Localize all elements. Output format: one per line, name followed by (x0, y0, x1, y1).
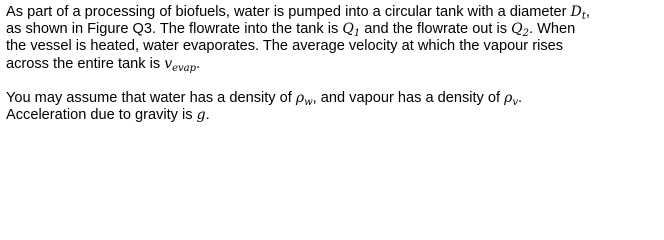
flowrate-out-symbol (511, 21, 529, 40)
text-segment: . When (528, 21, 576, 38)
math-base: ρ (295, 89, 305, 106)
math-subscript: w (304, 96, 313, 108)
text-segment: . (205, 107, 210, 124)
math-base: Q (511, 21, 523, 38)
gravity-symbol: g (196, 107, 206, 124)
text-line (6, 90, 660, 107)
math-base: Q (342, 21, 354, 38)
text-segment: and the flowrate out is (360, 21, 512, 38)
problem-paragraph-setup (6, 4, 660, 73)
math-subscript: 2 (522, 28, 529, 40)
text-segment: You may assume that water has a density of (6, 89, 296, 106)
text-line (6, 38, 660, 55)
math-subscript: t (581, 11, 586, 22)
text-line (6, 56, 660, 73)
text-segment: As part of a processing of biofuels, water is pumped into a circular tank with a diameter (6, 4, 571, 20)
math-base: D (570, 4, 582, 20)
math-subscript: 1 (353, 28, 361, 40)
text-line (6, 4, 660, 21)
text-segment: . (518, 89, 523, 106)
math-subscript: evap (172, 62, 197, 74)
text-segment: the vessel is heated, water evaporates. The average velocity at which the vapour rises (6, 38, 564, 55)
math-base: ρ (504, 89, 513, 106)
math-subscript: v (512, 96, 519, 108)
diameter-symbol (571, 4, 586, 20)
text-segment: as shown in Figure Q3. The flowrate into the tank is (6, 21, 343, 38)
flowrate-in-symbol (342, 21, 361, 40)
water-density-symbol (296, 90, 313, 106)
text-segment: Acceleration due to gravity is (6, 107, 197, 124)
text-line (6, 21, 660, 38)
math-base: v (164, 55, 173, 72)
problem-paragraph-assumptions (6, 90, 660, 124)
vapour-density-symbol (504, 90, 518, 106)
text-segment: . (196, 55, 201, 72)
text-line (6, 107, 660, 124)
text-segment: , and vapour has a density of (312, 89, 505, 106)
text-segment: , (585, 4, 590, 20)
text-segment: across the entire tank is (6, 55, 165, 72)
evaporation-velocity-symbol (164, 56, 196, 72)
problem-text (6, 4, 660, 124)
